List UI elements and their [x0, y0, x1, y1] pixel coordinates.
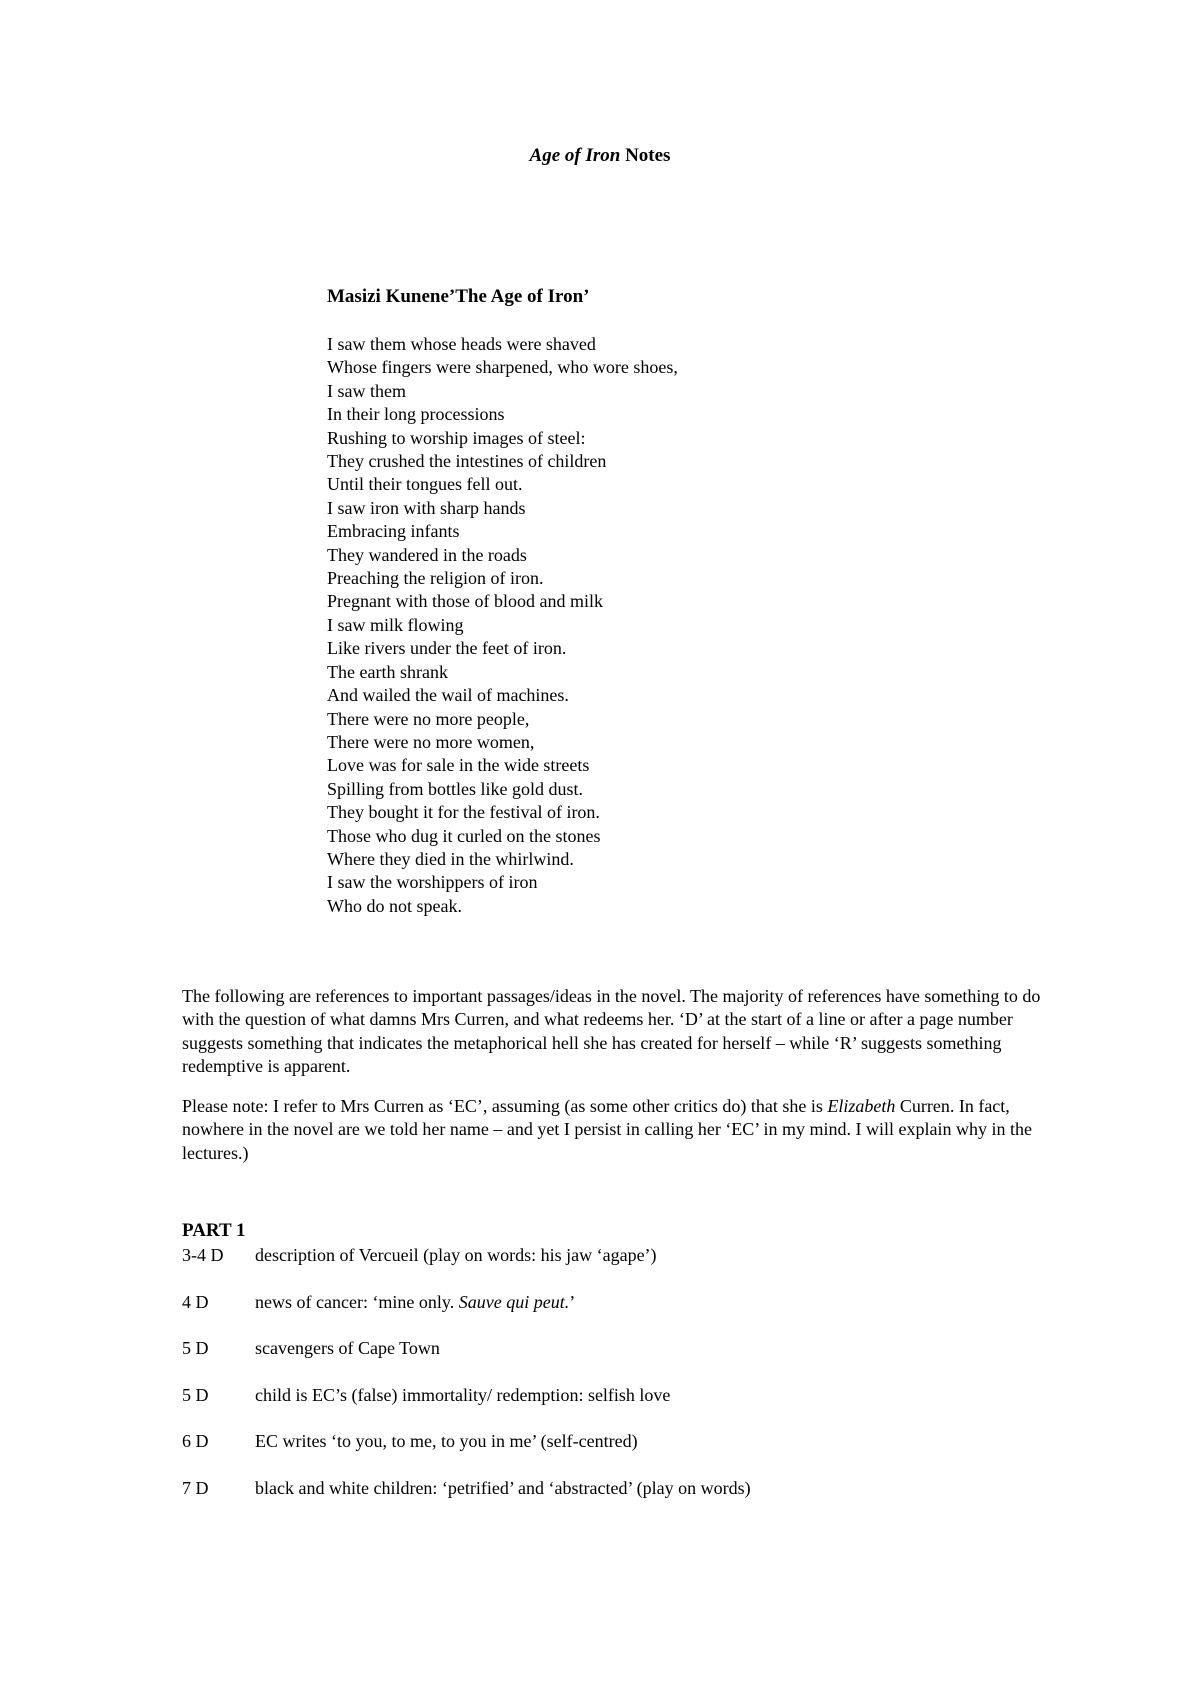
poem-line: Who do not speak. — [327, 895, 462, 916]
poem-line: I saw milk flowing — [327, 614, 464, 635]
reference-row — [182, 1477, 1042, 1524]
reference-text: EC writes ‘to you, to me, to you in me’ (self-centred) — [255, 1431, 638, 1451]
title-rest: Notes — [620, 145, 671, 166]
poem-line: There were no more women, — [327, 731, 535, 752]
poem-line: There were no more people, — [327, 708, 530, 729]
reference-text-italic: Sauve qui peut. — [458, 1291, 570, 1312]
reference-text: child is EC’s (false) immortality/ redemption: selfish love — [255, 1384, 671, 1405]
note-text-before: Please note: I refer to Mrs Curren as ‘EC’, assuming (as some other critics do) that she is — [182, 1096, 828, 1116]
reference-page: 5 D — [182, 1338, 209, 1358]
poem-line: Whose fingers were sharpened, who wore shoes, — [327, 357, 678, 378]
poem-line: Preaching the religion of iron. — [327, 568, 544, 589]
reference-row — [182, 1430, 1042, 1477]
poem-line: Those who dug it curled on the stones — [327, 825, 601, 846]
poem-line: I saw iron with sharp hands — [327, 497, 526, 518]
reference-text: scavengers of Cape Town — [255, 1338, 440, 1358]
reference-text: description of Vercueil (play on words: his jaw ‘agape’) — [255, 1245, 657, 1265]
poem-line: I saw them whose heads were shaved — [327, 334, 596, 354]
reference-page: 5 D — [182, 1384, 209, 1405]
note-text-italic: Elizabeth — [827, 1096, 896, 1116]
reference-row — [182, 1291, 1042, 1338]
reference-page: 4 D — [182, 1291, 209, 1312]
poem-line: I saw the worshippers of iron — [327, 872, 538, 893]
poem-heading: Masizi Kunene’The Age of Iron’ — [327, 286, 590, 307]
reference-page: 6 D — [182, 1431, 209, 1451]
intro-paragraph: The following are references to important passages/ideas in the novel. The majority of references have something to do with the question of what damns Mrs Curren, and what redeems her. ‘D’ at the start of a line or after a page number suggests something that indicates the metaphorical hell she has created for herself – while ‘R’ suggests something redemptive is apparent. — [182, 986, 1041, 1077]
reference-page: 3-4 D — [182, 1245, 224, 1265]
poem-line: And wailed the wail of machines. — [327, 685, 569, 706]
poem-line: They crushed the intestines of children — [327, 451, 607, 472]
reference-row — [182, 1244, 1042, 1291]
part-heading: PART 1 — [182, 1220, 246, 1241]
page-title — [0, 145, 1200, 167]
poem-line: They wandered in the roads — [327, 544, 527, 565]
reference-page: 7 D — [182, 1477, 209, 1498]
reference-list — [182, 1244, 1042, 1523]
reference-text: black and white children: ‘petrified’ and ‘abstracted’ (play on words) — [255, 1477, 751, 1498]
poem-line: They bought it for the festival of iron. — [327, 802, 600, 823]
reference-text-start: news of cancer: ‘mine only. — [255, 1291, 459, 1312]
poem-line: I saw them — [327, 380, 406, 401]
poem-line: Pregnant with those of blood and milk — [327, 591, 603, 612]
note-paragraph — [182, 1095, 1042, 1165]
poem-body — [327, 333, 678, 918]
poem-line: Like rivers under the feet of iron. — [327, 638, 567, 659]
poem-line: Embracing infants — [327, 521, 460, 542]
reference-row — [182, 1337, 1042, 1384]
poem-line: The earth shrank — [327, 661, 448, 682]
poem-line: In their long processions — [327, 404, 505, 425]
note-text-after: Curren. In fact, nowhere in the novel are we told her name – and yet I persist in calling her ‘EC’ in my mind. I will explain why in the lectures.) — [182, 1096, 1032, 1163]
poem-line: Love was for sale in the wide streets — [327, 755, 590, 776]
poem-line: Where they died in the whirlwind. — [327, 848, 574, 869]
title-italic: Age of Iron — [529, 145, 621, 166]
poem-line: Rushing to worship images of steel: — [327, 427, 586, 448]
reference-text — [255, 1291, 575, 1338]
poem-line: Spilling from bottles like gold dust. — [327, 778, 583, 799]
poem-line: Until their tongues fell out. — [327, 474, 523, 495]
reference-text-end: ’ — [569, 1291, 576, 1312]
reference-row — [182, 1384, 1042, 1431]
